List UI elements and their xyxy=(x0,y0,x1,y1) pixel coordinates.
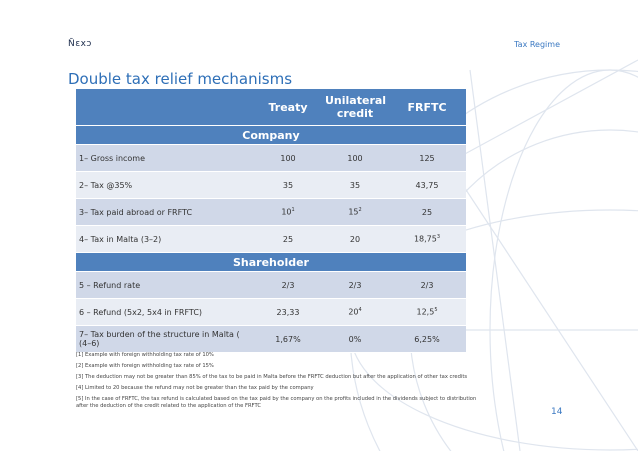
group-header-row xyxy=(76,126,466,145)
footnote: [2] Example with foreign withholding tax rate of 15% xyxy=(76,363,214,370)
cell-value: 35 xyxy=(349,180,361,190)
cell-value: 20 xyxy=(349,234,361,244)
cell-value: 1,67% xyxy=(275,334,301,344)
row-label: 5 – Refund rate xyxy=(76,272,254,299)
value-cell xyxy=(388,172,466,199)
row-label: 1– Gross income xyxy=(76,145,254,172)
footnotes xyxy=(76,352,486,414)
cell-value: 25 xyxy=(421,207,433,217)
value-cell xyxy=(388,326,466,353)
page-number: 14 xyxy=(551,407,563,417)
value-cell xyxy=(388,272,466,299)
footnote: [3] The deduction may not be greater than 85% of the tax to be paid in Malta before the FRFTC deduction but after the application of other tax credits xyxy=(76,374,468,381)
company-logo: N̄ɛxɔ xyxy=(68,39,92,49)
row-label: 2– Tax @35% xyxy=(76,172,254,199)
footnote: [5] In the case of FRFTC, the tax refund is calculated based on the tax paid by the company on the profits included in the dividends subject to distribution after the deduction of the credit related to the application of the FRFTC xyxy=(76,396,477,410)
value-cell xyxy=(322,272,388,299)
cell-value: 23,33 xyxy=(276,307,300,317)
header-cell-blank xyxy=(76,89,254,126)
value-cell xyxy=(254,299,322,326)
row-label: 6 – Refund (5x2, 5x4 in FRFTC) xyxy=(76,299,254,326)
table-row xyxy=(76,272,466,299)
cell-value: 10 xyxy=(281,207,292,217)
table-row xyxy=(76,172,466,199)
group-header-row xyxy=(76,253,466,272)
group-title: Company xyxy=(76,126,466,145)
value-cell xyxy=(254,226,322,253)
column-header: Unilateral credit xyxy=(322,89,388,126)
table-header-row xyxy=(76,89,466,126)
tax-relief-table xyxy=(76,89,466,353)
value-cell xyxy=(388,226,466,253)
value-cell xyxy=(322,299,388,326)
value-cell xyxy=(254,272,322,299)
group-title: Shareholder xyxy=(76,253,466,272)
cell-value: 100 xyxy=(347,153,363,163)
value-cell xyxy=(254,326,322,353)
value-cell xyxy=(254,199,322,226)
cell-value: 15 xyxy=(348,207,359,217)
page-title: Double tax relief mechanisms xyxy=(68,70,293,88)
table-row xyxy=(76,199,466,226)
value-cell xyxy=(322,172,388,199)
value-cell xyxy=(322,326,388,353)
cell-value: 125 xyxy=(419,153,435,163)
value-cell xyxy=(254,172,322,199)
cell-value: 20 xyxy=(348,307,359,317)
cell-value: 2/3 xyxy=(348,280,362,290)
value-cell xyxy=(322,226,388,253)
cell-value: 2/3 xyxy=(420,280,434,290)
value-cell xyxy=(388,199,466,226)
cell-value: 0% xyxy=(348,334,362,344)
cell-value: 2/3 xyxy=(281,280,295,290)
row-label: 4– Tax in Malta (3–2) xyxy=(76,226,254,253)
table-row xyxy=(76,226,466,253)
cell-value: 100 xyxy=(280,153,296,163)
table-row xyxy=(76,145,466,172)
value-cell xyxy=(322,199,388,226)
footnote-ref: 1 xyxy=(291,207,295,214)
row-label: 3– Tax paid abroad or FRFTC xyxy=(76,199,254,226)
footnote-ref: 2 xyxy=(358,207,362,214)
footnote-ref: 3 xyxy=(436,234,441,241)
value-cell xyxy=(322,145,388,172)
cell-value: 18,75 xyxy=(413,234,437,244)
cell-value: 12,5 xyxy=(416,307,435,317)
footnote: [1] Example with foreign withholding tax rate of 10% xyxy=(76,352,214,358)
row-label: 7– Tax burden of the structure in Malta ( (4–6) xyxy=(76,326,254,353)
column-header: Treaty xyxy=(254,89,322,126)
table-row xyxy=(76,299,466,326)
footnote-ref: 4 xyxy=(358,307,362,314)
cell-value: 43,75 xyxy=(415,180,439,190)
value-cell xyxy=(254,145,322,172)
footnote-ref: 5 xyxy=(434,307,438,314)
footnote: [4] Limited to 20 because the refund may not be greater than the tax paid by the company xyxy=(76,385,314,392)
section-label: Tax Regime xyxy=(514,40,560,49)
value-cell xyxy=(388,299,466,326)
cell-value: 25 xyxy=(282,234,294,244)
cell-value: 6,25% xyxy=(414,334,440,344)
table-row xyxy=(76,326,466,353)
cell-value: 35 xyxy=(282,180,294,190)
value-cell xyxy=(388,145,466,172)
column-header: FRFTC xyxy=(388,89,466,126)
